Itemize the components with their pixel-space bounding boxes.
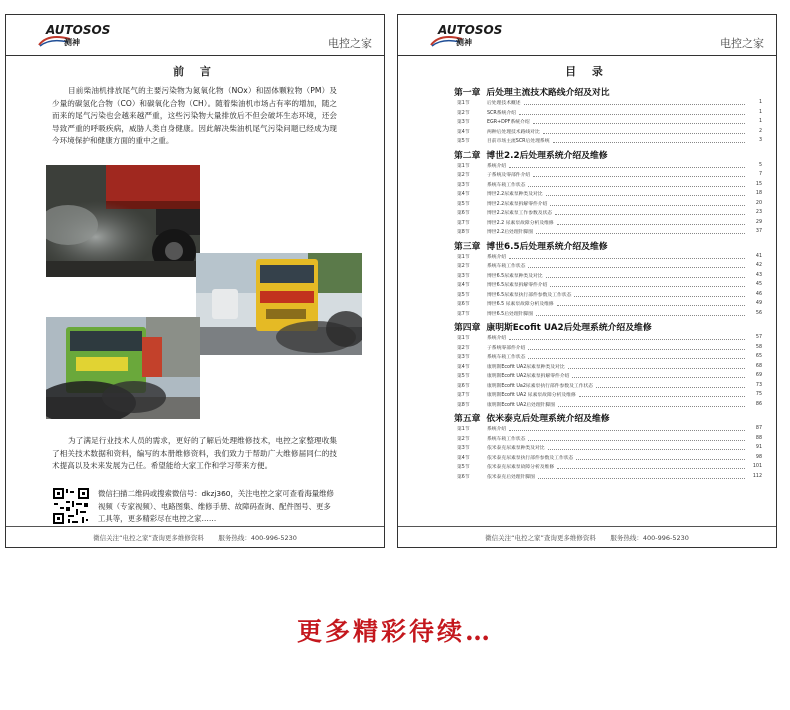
green-bus-photo — [46, 317, 200, 419]
leader-dots — [548, 445, 745, 450]
chapter-number: 第二章 — [454, 150, 481, 161]
section-page: 46 — [755, 291, 762, 297]
section-title: 后处理技术概述 — [487, 101, 521, 106]
toc-section[interactable] — [457, 189, 762, 198]
section-page: 91 — [755, 445, 762, 450]
leader-dots — [557, 464, 745, 469]
section-title: 子系统及零部件介绍 — [487, 173, 531, 178]
section-title: 依米泰克后处理针脚图 — [487, 474, 535, 480]
qr-instruction-text: 微信扫描二维码或搜索微信号：dkzj360，关注电控之家可查看海量维修视频（专家视频）、电路图集、维修手册、故障码查询、配件图号、更多工具等，更多精彩尽在电控之家…… — [98, 489, 334, 523]
section-page: 56 — [755, 310, 762, 316]
section-title: 两种后处理技术路线对比 — [487, 129, 540, 135]
toc-section[interactable] — [457, 280, 762, 289]
page-title: 前 言 — [173, 65, 217, 78]
section-page: 101 — [752, 464, 762, 469]
preface-intro: 目前柴油机排放尾气的主要污染物为氮氧化物（NOx）和固体颗粒物（PM）及少量的碳氢化合物（CO）和碳氧化合物（CH）。随着柴油机市场占有率的增加，随之而来的尾气污染也会越来越严重，这些污染物大量排放后不但会破坏生态环境，还会导致严重的呼吸疾病，威胁人类自身健康。因此解决柴油机尾气污染问题已经成为现今环境保护和健康方面的重中之重。 — [52, 86, 337, 145]
section-title: 博世2.2后处理针脚图 — [487, 230, 534, 235]
toc-section[interactable] — [457, 352, 762, 361]
section-page: 45 — [755, 282, 762, 287]
page-header — [398, 15, 776, 56]
section-number: 第6节 — [457, 383, 470, 389]
leader-dots — [596, 383, 745, 388]
section-title: 子系统零部件介绍 — [487, 345, 526, 351]
qr-code-icon[interactable] — [52, 487, 90, 525]
toc-section[interactable] — [457, 390, 762, 399]
leader-dots — [528, 436, 745, 441]
toc-section[interactable] — [457, 453, 762, 462]
section-title: EGR+DPF系统介绍 — [487, 120, 530, 125]
chapter-title: 依米泰克后处理系统介绍及维修 — [486, 414, 610, 424]
section-page: 98 — [755, 454, 762, 460]
toc-section[interactable] — [457, 208, 762, 217]
section-title: 博世6.5尿素泵执行部件参数及工作状态 — [487, 292, 572, 298]
section-page: 3 — [758, 138, 762, 143]
section-number: 第3节 — [457, 182, 470, 188]
section-number: 第2节 — [457, 173, 470, 178]
leader-dots — [543, 129, 745, 134]
section-page: 112 — [752, 473, 762, 479]
leader-dots — [555, 210, 745, 215]
section-page: 37 — [755, 229, 762, 234]
section-title: 系统介绍 — [487, 336, 507, 341]
section-page: 86 — [755, 401, 762, 407]
section-number: 第7节 — [457, 393, 470, 398]
logo-subtext: 测神 — [64, 38, 80, 47]
leader-dots — [528, 182, 745, 187]
toc-section[interactable] — [457, 227, 762, 236]
leader-dots — [509, 335, 745, 340]
header-brand-label: 电控之家 — [328, 37, 372, 50]
footer-divider — [6, 526, 384, 527]
toc-chapter[interactable] — [454, 411, 610, 424]
leader-dots — [536, 311, 745, 316]
section-title: 康明斯Ecofit UA2尿素泵种类及对比 — [487, 364, 565, 370]
section-number: 第5节 — [457, 374, 470, 379]
header-brand-label: 电控之家 — [720, 37, 764, 50]
leader-dots — [572, 373, 745, 378]
section-number: 第5节 — [457, 465, 470, 470]
section-page: 29 — [755, 219, 762, 225]
section-title: 依米泰克尿素泵故障分析及维修 — [487, 465, 555, 470]
chapter-number: 第一章 — [454, 88, 481, 98]
section-title: 博世6.5 尿素泵故障分析及维修 — [487, 302, 554, 307]
section-number: 第8节 — [457, 402, 470, 408]
leader-dots — [579, 392, 745, 397]
footer-hotline-text: 服务热线：400-996-5230 — [610, 534, 689, 542]
section-number: 第5节 — [457, 292, 470, 298]
section-title: 康明斯Ecofit UA2后处理针脚图 — [487, 402, 556, 408]
leader-dots — [553, 138, 746, 143]
section-number: 第6节 — [457, 474, 470, 480]
chapter-number: 第四章 — [454, 323, 481, 333]
section-number: 第5节 — [457, 201, 470, 207]
toc-section[interactable] — [457, 98, 762, 107]
autosos-logo — [38, 23, 111, 49]
section-number: 第4节 — [457, 283, 470, 288]
footer-wechat-text: 微信关注“电控之家”查询更多维修资料 — [93, 534, 204, 542]
chapter-number: 第五章 — [454, 414, 481, 424]
section-number: 第5节 — [457, 139, 470, 144]
toc-section[interactable] — [457, 117, 762, 126]
leader-dots — [528, 345, 745, 350]
section-number: 第8节 — [457, 230, 470, 235]
section-page: 65 — [755, 354, 762, 359]
section-page: 15 — [755, 181, 762, 187]
section-title: 系统车载工作状态 — [487, 264, 526, 269]
section-number: 第7节 — [457, 311, 470, 317]
section-page: 1 — [758, 119, 762, 124]
page-footer — [6, 533, 384, 542]
leader-dots — [576, 455, 745, 460]
toc-section[interactable] — [457, 381, 762, 390]
page-contents — [397, 14, 777, 548]
section-number: 第4节 — [457, 192, 470, 197]
section-title: 系统车载工作状态 — [487, 182, 526, 188]
section-page: 1 — [758, 100, 762, 105]
section-title: 博世2.2尿素泵工作参数及状态 — [487, 211, 553, 216]
leader-dots — [528, 263, 745, 268]
section-number: 第1节 — [457, 254, 470, 260]
leader-dots — [533, 119, 745, 124]
leader-dots — [557, 301, 745, 306]
section-number: 第2节 — [457, 436, 470, 442]
leader-dots — [519, 110, 745, 115]
section-page: 88 — [755, 435, 762, 441]
section-page: 69 — [755, 373, 762, 378]
section-number: 第2节 — [457, 345, 470, 351]
section-title: 目前市场主流SCR后处理系统 — [487, 139, 550, 144]
section-title: 系统车载工作状态 — [487, 436, 526, 442]
section-page: 49 — [755, 301, 762, 306]
toc-section[interactable] — [457, 309, 762, 318]
section-title: 博世2.2尿素泵拆解零件介绍 — [487, 201, 548, 207]
toc-section[interactable] — [457, 462, 762, 471]
section-number: 第3节 — [457, 120, 470, 125]
section-page: 87 — [755, 426, 762, 431]
leader-dots — [533, 172, 745, 177]
section-page: 20 — [755, 200, 762, 206]
leader-dots — [568, 364, 745, 369]
logo-text: AUTOSOS — [438, 23, 503, 37]
section-title: SCR系统介绍 — [487, 110, 516, 116]
section-page: 57 — [755, 335, 762, 340]
toc-section[interactable] — [457, 333, 762, 342]
section-page: 18 — [755, 191, 762, 196]
leader-dots — [546, 273, 745, 278]
leader-dots — [528, 354, 745, 359]
toc-chapter[interactable] — [454, 320, 652, 333]
leader-dots — [509, 163, 745, 168]
toc-section[interactable] — [457, 127, 762, 136]
section-title: 系统车载工作状态 — [487, 355, 526, 360]
section-title: 康明斯Ecofit Ua2尿素泵执行部件参数及工作状态 — [487, 383, 594, 389]
truck-exhaust-photo — [46, 165, 200, 277]
section-number: 第4节 — [457, 455, 470, 461]
section-number: 第1节 — [457, 101, 470, 106]
section-number: 第6节 — [457, 211, 470, 216]
section-number: 第3节 — [457, 273, 470, 279]
section-title: 博世6.5尿素泵种类及对比 — [487, 273, 543, 279]
section-number: 第1节 — [457, 336, 470, 341]
toc-section[interactable] — [457, 443, 762, 452]
section-number: 第6节 — [457, 302, 470, 307]
section-page: 42 — [755, 263, 762, 268]
section-title: 康明斯Ecofit UA2 尿素泵故障分析及维修 — [487, 393, 576, 398]
footer-divider — [398, 526, 776, 527]
section-page: 2 — [758, 128, 762, 134]
section-title: 康明斯Ecofit UA2尿素泵拆解零件介绍 — [487, 374, 570, 379]
section-number: 第7节 — [457, 220, 470, 226]
section-title: 依米泰克尿素泵种类及对比 — [487, 446, 545, 451]
page-title: 目 录 — [565, 65, 609, 78]
toc-section[interactable] — [457, 400, 762, 409]
section-number: 第3节 — [457, 446, 470, 451]
toc-section[interactable] — [457, 290, 762, 299]
section-page: 1 — [758, 109, 762, 115]
autosos-logo — [430, 23, 503, 49]
leader-dots — [574, 292, 745, 297]
toc-chapter[interactable] — [454, 239, 608, 252]
section-title: 博世2.2尿素泵种类及对比 — [487, 192, 543, 197]
chapter-title: 博世2.2后处理系统介绍及维修 — [486, 150, 608, 161]
section-title: 博世6.5后处理针脚图 — [487, 311, 534, 317]
toc-section[interactable] — [457, 424, 762, 433]
section-page: 73 — [755, 382, 762, 388]
toc-section[interactable] — [457, 343, 762, 352]
section-title: 博世6.5尿素泵拆解零件介绍 — [487, 283, 548, 288]
chapter-number: 第三章 — [454, 241, 481, 252]
leader-dots — [550, 201, 745, 206]
section-title: 博世2.2 尿素泵故障分析及维修 — [487, 220, 554, 226]
section-number: 第1节 — [457, 427, 470, 432]
section-number: 第4节 — [457, 364, 470, 370]
toc-section[interactable] — [457, 434, 762, 443]
leader-dots — [524, 100, 745, 105]
section-page: 68 — [755, 363, 762, 369]
section-page: 7 — [758, 172, 762, 177]
section-title: 依米泰克尿素泵执行部件参数及工作状态 — [487, 455, 574, 461]
toc-section[interactable] — [457, 299, 762, 308]
leader-dots — [509, 254, 745, 259]
section-page: 75 — [755, 392, 762, 397]
toc-section[interactable] — [457, 261, 762, 270]
toc-section[interactable] — [457, 271, 762, 280]
leader-dots — [509, 426, 745, 431]
toc-chapter[interactable] — [454, 85, 610, 98]
page-footer — [398, 533, 776, 542]
section-number: 第4节 — [457, 129, 470, 135]
toc-section[interactable] — [457, 161, 762, 170]
toc-section[interactable] — [457, 252, 762, 261]
section-number: 第3节 — [457, 355, 470, 360]
toc-section[interactable] — [457, 472, 762, 481]
leader-dots — [536, 229, 745, 234]
logo-subtext: 测神 — [456, 38, 472, 47]
section-title: 系统介绍 — [487, 427, 507, 432]
toc-section[interactable] — [457, 180, 762, 189]
leader-dots — [550, 282, 745, 287]
section-number: 第1节 — [457, 163, 470, 169]
section-page: 58 — [755, 344, 762, 350]
section-title: 系统介绍 — [487, 254, 507, 260]
leader-dots — [557, 220, 745, 225]
section-number: 第2节 — [457, 264, 470, 269]
more-coming-caption: 更多精彩待续… — [296, 617, 493, 646]
page-preface — [5, 14, 385, 548]
chapter-title: 博世6.5后处理系统介绍及维修 — [486, 241, 608, 252]
section-page: 23 — [755, 210, 762, 215]
chapter-title: 康明斯Ecofit UA2后处理系统介绍及维修 — [486, 323, 652, 333]
toc-section[interactable] — [457, 108, 762, 117]
section-page: 41 — [755, 253, 762, 259]
section-title: 系统介绍 — [487, 163, 507, 169]
leader-dots — [558, 402, 745, 407]
toc-section[interactable] — [457, 170, 762, 179]
chapter-title: 后处理主流技术路线介绍及对比 — [486, 88, 610, 98]
section-page: 5 — [758, 162, 762, 168]
leader-dots — [546, 191, 745, 196]
logo-text: AUTOSOS — [46, 23, 111, 37]
toc-chapter[interactable] — [454, 148, 608, 161]
footer-hotline-text: 服务热线：400-996-5230 — [218, 534, 297, 542]
toc-section[interactable] — [457, 218, 762, 227]
toc-section[interactable] — [457, 362, 762, 371]
footer-wechat-text: 微信关注“电控之家”查询更多维修资料 — [485, 534, 596, 542]
section-page: 43 — [755, 272, 762, 278]
toc-section[interactable] — [457, 136, 762, 145]
page-header — [6, 15, 384, 56]
preface-outro: 为了满足行业技术人员的需求，更好的了解后处理维修技术，电控之家整理收集了相关技术数据和资料，编写的本册维修资料，我们致力于帮助广大维修届同仁的技术提高以及未来发展为己任。希望能给大家工作和学习带来方便。 — [52, 436, 337, 470]
toc-section[interactable] — [457, 199, 762, 208]
toc-section[interactable] — [457, 371, 762, 380]
bus-smoke-photo — [196, 253, 362, 355]
leader-dots — [538, 474, 745, 479]
section-number: 第2节 — [457, 110, 470, 116]
